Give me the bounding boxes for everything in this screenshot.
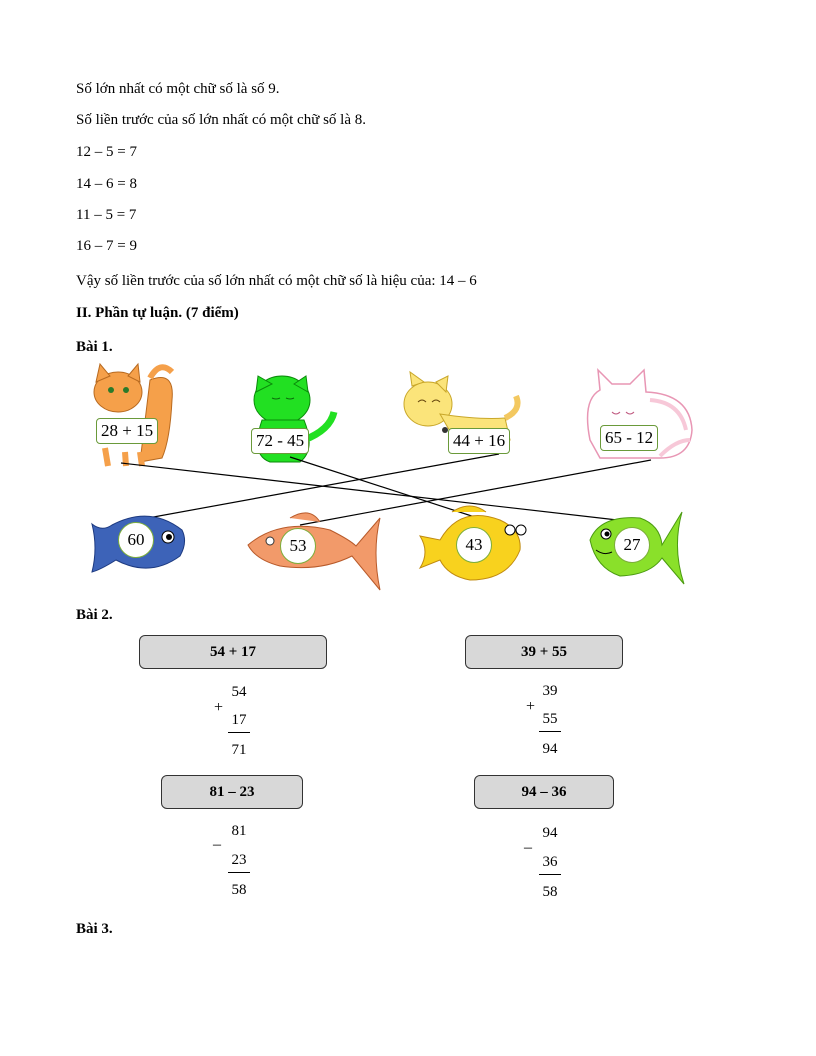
- calc-box-39-55: 39 + 55: [465, 635, 623, 669]
- fish-number-1: 60: [118, 522, 154, 558]
- operator: –: [524, 839, 532, 856]
- cat-label-2: 72 - 45: [251, 428, 309, 454]
- match-line-44-16: [137, 454, 499, 520]
- fish-number-4: 27: [614, 527, 650, 563]
- operand-a: 54: [231, 684, 247, 700]
- text-line-7: Vậy số liền trước của số lớn nhất có một chữ số là hiệu của: 14 – 6: [76, 273, 477, 289]
- text-line-3: 12 – 5 = 7: [76, 144, 137, 160]
- text-line-5: 11 – 5 = 7: [76, 207, 137, 223]
- operand-a: 81: [231, 823, 247, 839]
- result: 71: [231, 742, 247, 758]
- operator: +: [214, 699, 224, 716]
- text-line-2: Số liền trước của số lớn nhất có một chữ số là 8.: [76, 112, 366, 128]
- cat-label-3: 44 + 16: [448, 428, 510, 454]
- operand-b: 17: [231, 712, 247, 728]
- cat-label-1: 28 + 15: [96, 418, 158, 444]
- section-title: II. Phần tự luận. (7 điểm): [76, 305, 239, 321]
- sum-rule: [228, 732, 250, 733]
- calc-box-54-17: 54 + 17: [139, 635, 327, 669]
- text-line-6: 16 – 7 = 9: [76, 238, 137, 254]
- cat-orange-illustration: [94, 364, 172, 466]
- operator: –: [213, 836, 221, 853]
- operator: +: [526, 698, 536, 715]
- result: 94: [542, 741, 558, 757]
- fish-number-2: 53: [280, 528, 316, 564]
- text-line-4: 14 – 6 = 8: [76, 176, 137, 192]
- result: 58: [231, 882, 247, 898]
- text-line-1: Số lớn nhất có một chữ số là số 9.: [76, 81, 280, 97]
- cat-label-4: 65 - 12: [600, 425, 658, 451]
- calc-box-81-23: 81 – 23: [161, 775, 303, 809]
- bai3-title: Bài 3.: [76, 921, 113, 937]
- bai2-title: Bài 2.: [76, 607, 113, 623]
- operand-b: 23: [231, 852, 247, 868]
- difference-rule: [228, 872, 250, 873]
- operand-a: 39: [542, 683, 558, 699]
- calc-box-94-36: 94 – 36: [474, 775, 614, 809]
- match-line-28-15: [121, 463, 626, 521]
- bai1-title: Bài 1.: [76, 339, 113, 355]
- fish-number-3: 43: [456, 527, 492, 563]
- operand-b: 55: [542, 711, 558, 727]
- operand-b: 36: [542, 854, 558, 870]
- operand-a: 94: [542, 825, 558, 841]
- sum-rule: [539, 731, 561, 732]
- result: 58: [542, 884, 558, 900]
- difference-rule: [539, 874, 561, 875]
